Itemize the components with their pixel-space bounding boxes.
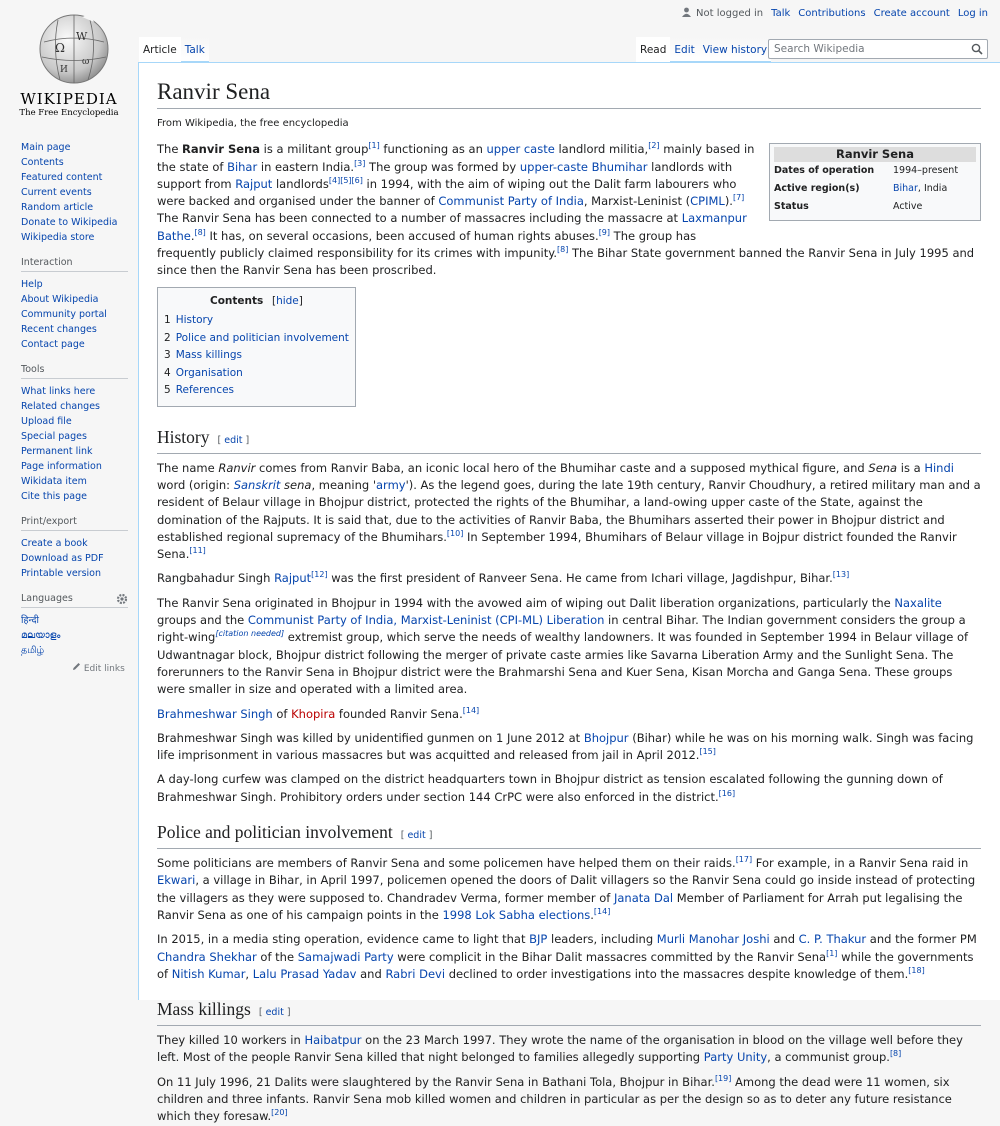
sidebar-nav-link[interactable]: Featured content [21,172,103,183]
sidebar-language-item [21,628,138,643]
sidebar-interaction [0,277,138,352]
toc-number: 5 [164,384,171,397]
link-sanskrit[interactable]: Sanskrit [233,477,281,492]
sidebar-tools-link[interactable]: Cite this page [21,491,87,502]
link-rajput[interactable]: Rajput [235,176,273,191]
link-cpiml-liberation[interactable]: Communist Party of India, Marxist-Leninist (CPI-ML) Liberation [247,613,605,628]
infobox-value-link[interactable]: Bihar [893,183,918,195]
not-logged-in [682,7,763,19]
toc-link[interactable]: Organisation [175,366,243,379]
link-party-unity[interactable]: Party Unity [703,1050,768,1065]
toc-number: 3 [164,349,171,362]
search-icon[interactable] [971,43,983,55]
sidebar-language-link[interactable]: മലയാളം [21,630,61,641]
section-title: Police and politician involvement [157,822,393,843]
toc-number: 1 [164,314,171,327]
toc-link[interactable]: References [175,384,235,397]
sidebar-tools-link[interactable]: Wikidata item [21,476,87,487]
sidebar-nav-item [21,215,138,230]
paragraph: The name Ranvir comes from Ranvir Baba, an iconic local hero of the Bhumihar caste and a supposed mythical figure, and Sena is a Hindi word (origin: Sanskrit sena, meaning 'army'). As the legend goes, during the late 19th century, Ranvir Choudhury, a retired military man and a resident of Belaur village in Bhojpur district, protected the rights of the Bhumihar, a land-owing upper caste of the State, against the domination of the Rajputs. It is said that, due to the activities of Ranvir Baba, the Bhumihars asserted their power in Bhojpur district and established regional supremacy of the Bhumihars.[10] In September 1994, Bhumihars of Belaur village in Bojpur district founded the Ranvir Sena.[11] [157,460,981,562]
link-janata-dal[interactable]: Janata Dal [613,890,674,905]
sidebar-interaction-link[interactable]: Recent changes [21,324,97,335]
svg-text:ω: ω [82,57,90,67]
toc-item[interactable] [164,347,349,365]
sidebar-nav-link[interactable]: Main page [21,142,71,153]
section-heading-mass-killings [157,998,981,1026]
sidebar-tools [0,384,138,504]
sidebar-nav-link[interactable]: Donate to Wikipedia [21,217,118,228]
toc-title [164,293,349,311]
link-lalu-prasad-yadav[interactable]: Lalu Prasad Yadav [252,966,357,981]
contributions-link[interactable]: Contributions [798,7,866,19]
sidebar-tools-link[interactable]: Upload file [21,416,72,427]
toc-list [164,312,349,400]
paragraph: On 11 July 1996, 21 Dalits were slaughtered by the Ranvir Sena in Bathani Tola, Bhojpur in Bihar.[19] Among the dead were 11 women, six children and three infants. Ranvir Sena mob killed women and children in particular as per the design so as to deter any future resistance which they foresaw.[20] [157,1073,952,1124]
link-samajwadi-party[interactable]: Samajwadi Party [297,949,394,964]
sidebar-interaction-link[interactable]: Contact page [21,339,85,350]
toc-hide-toggle[interactable]: [hide] [271,294,303,307]
search-input[interactable] [768,39,988,59]
sidebar-tools-item [21,384,138,399]
toc-link[interactable]: History [175,314,214,327]
infobox [769,143,981,221]
page-title: Ranvir Sena [157,77,981,109]
link-upper-caste[interactable]: upper caste [486,142,555,157]
puzzle-globe-icon [38,12,110,86]
toc-item[interactable] [164,382,349,400]
infobox-row [774,198,976,216]
toc-link[interactable]: Police and politician involvement [175,331,349,344]
search-placeholder: Search Wikipedia [774,43,865,55]
interaction-heading: Interaction [21,257,128,272]
link-cpi[interactable]: Communist Party of India [438,194,584,209]
link-haibatpur[interactable]: Haibatpur [304,1033,362,1048]
sidebar-tools-item [21,429,138,444]
link-murli-manohar-joshi[interactable]: Murli Manohar Joshi [656,932,770,947]
sidebar-interaction-item [21,292,138,307]
sidebar-print-item [21,536,138,551]
print-export-heading: Print/export [21,516,128,531]
toc-hide-link[interactable]: hide [276,294,299,307]
svg-text:W: W [76,30,88,43]
sidebar-interaction-item [21,277,138,292]
sidebar-nav-item [21,185,138,200]
sidebar-language-link[interactable]: தமிழ் [21,645,45,656]
paragraph: A day-long curfew was clamped on the district headquarters town in Bhojpur district as tension escalated following the gunning down of Brahmeshwar Singh. Prohibitory orders under section 144 CrPC were also enforced in the district.[16] [157,772,943,804]
sidebar-tools-item [21,489,138,504]
sidebar-tools-link[interactable]: Special pages [21,431,87,442]
tab-read[interactable]: Read [636,37,670,62]
sidebar-nav-item [21,140,138,155]
infobox-title: Ranvir Sena [774,147,976,162]
infobox-row [774,162,976,180]
site-subtitle: From Wikipedia, the free encyclopedia [157,118,349,129]
sidebar-print-export [0,536,138,581]
section-edit[interactable]: [ edit ] [217,434,250,446]
sidebar-nav-link[interactable]: Wikipedia store [21,232,95,243]
sidebar-nav-item [21,230,138,245]
infobox-value: Active [893,201,923,213]
tab-edit[interactable]: Edit [670,37,698,62]
talk-link[interactable]: Talk [771,7,791,19]
toc-item[interactable] [164,365,349,383]
tab-article[interactable]: Article [139,37,181,62]
link-laxmanpur-bathe[interactable]: Laxmanpur Bathe [157,211,747,243]
sidebar-navigation [0,140,138,245]
user-icon [682,7,691,17]
toc-heading: Contents [210,294,264,307]
sidebar [0,140,138,674]
table-of-contents [157,287,356,407]
personal-tools [682,7,988,19]
link-bjp[interactable]: BJP [529,932,548,947]
sidebar-nav-link[interactable]: Current events [21,187,92,198]
languages-heading [21,593,128,608]
link-nitish-kumar[interactable]: Nitish Kumar [171,966,246,981]
svg-text:Ω: Ω [55,41,65,55]
sidebar-interaction-item [21,322,138,337]
sidebar-tools-item [21,459,138,474]
sidebar-interaction-link[interactable]: Community portal [21,309,107,320]
infobox-value-rest: , India [917,183,948,195]
section-heading-history [157,426,981,454]
paragraph: The Ranvir Sena originated in Bhojpur in 1994 with the avowed aim of wiping out Dalit liberation organizations, particularly the Naxalite groups and the Communist Party of India, Marxist-Leninist (CPI-ML) Liberation in central Bihar. The Indian government considers the group a right-wing[citation needed] extremist group, which serve the needs of wealthy landowners. It was founded in September 1994 in Belaur village of Udwantnagar block, Bhojpur district following the merger of private caste armies like Savarna Liberation Army and the Sunlight Sena. The forerunners to the Ranvir Sena in Bhojpur district were the Brahmarshi Sena and Kuer Sena, Kisan Morcha and Ganga Sena. These groups were smaller in size and operated with a limited area. [157,595,969,697]
infobox-table [774,162,976,216]
sidebar-interaction-link[interactable]: Help [21,279,43,290]
link-1998-elections[interactable]: 1998 Lok Sabha elections [442,907,591,922]
sidebar-interaction-link[interactable]: About Wikipedia [21,294,99,305]
toc-item[interactable] [164,330,349,348]
create-account-link[interactable]: Create account [873,7,950,19]
gear-icon[interactable] [116,593,128,605]
toc-number: 4 [164,366,171,379]
article-content [138,62,1000,1124]
sidebar-language-item [21,643,138,658]
section-edit-link[interactable]: edit [265,1007,284,1019]
link-brahmeshwar-singh[interactable]: Brahmeshwar Singh [157,706,273,721]
section-edit[interactable]: [ edit ] [400,830,433,842]
wikipedia-logo[interactable] [0,0,138,130]
paragraph: In 2015, in a media sting operation, evidence came to light that BJP leaders, including Murli Manohar Joshi and C. P. Thakur and the former PM Chandra Shekhar of the Samajwadi Party were complicit in the Bihar Dalit massacres committed by the Ranvir Sena[1] while the governments of Nitish Kumar, Lalu Prasad Yadav and Rabri Devi declined to order investigations into the massacres despite knowledge of them.[18] [157,932,977,981]
link-bihar[interactable]: Bihar [227,159,258,174]
sidebar-print-link[interactable]: Printable version [21,568,102,579]
link-upper-caste-bhumihar[interactable]: upper-caste Bhumihar [519,159,648,174]
section-edit-link[interactable]: edit [407,830,426,842]
edit-links-label: Edit links [83,664,125,674]
sidebar-tools-link[interactable]: Page information [21,461,102,472]
login-link[interactable]: Log in [957,7,988,19]
sidebar-tools-link[interactable]: What links here [21,386,96,397]
pencil-icon [72,662,81,671]
sidebar-print-item [21,551,138,566]
edit-links[interactable] [0,662,138,674]
link-rabri-devi[interactable]: Rabri Devi [385,966,446,981]
sidebar-tools-item [21,474,138,489]
view-tabs [636,37,771,62]
toc-item[interactable] [164,312,349,330]
namespace-tabs [139,37,209,62]
tools-heading: Tools [21,364,128,379]
link-cp-thakur[interactable]: C. P. Thakur [798,932,867,947]
tab-talk[interactable]: Talk [181,37,209,62]
sidebar-language-item [21,613,138,628]
sidebar-tools-link[interactable]: Permanent link [21,446,93,457]
sidebar-print-link[interactable]: Download as PDF [21,553,104,564]
sidebar-tools-item [21,399,138,414]
sidebar-nav-link[interactable]: Random article [21,202,94,213]
infobox-value: 1994–present [893,165,959,177]
infobox-row [774,180,976,198]
sidebar-tools-item [21,444,138,459]
svg-text:И: И [60,65,68,75]
tab-view-history[interactable]: View history [699,37,771,62]
toc-link[interactable]: Mass killings [175,349,242,362]
sidebar-tools-link[interactable]: Related changes [21,401,101,412]
sidebar-nav-item [21,155,138,170]
infobox-value [893,180,976,198]
infobox-label: Status [774,201,809,213]
link-chandra-shekhar[interactable]: Chandra Shekhar [157,949,257,964]
link-bhojpur[interactable]: Bhojpur [583,730,629,745]
tagline: The Free Encyclopedia [19,108,119,118]
sidebar-tools-item [21,414,138,429]
section-edit-link[interactable]: edit [224,434,243,446]
section-edit[interactable]: [ edit ] [258,1007,291,1019]
link-rajput[interactable]: Rajput [274,571,312,586]
toc-number: 2 [164,331,171,344]
paragraph: Rangbahadur Singh Rajput[12] was the first president of Ranveer Sena. He came from Ichari village, Jagdishpur, Bihar.[13] [157,570,850,586]
link-army[interactable]: army [376,477,406,492]
link-naxalite[interactable]: Naxalite [894,595,942,610]
sidebar-nav-link[interactable]: Contents [21,157,64,168]
sidebar-print-item [21,566,138,581]
not-logged-in-label: Not logged in [696,8,764,19]
sidebar-language-link[interactable]: हिन्दी [21,615,39,626]
paragraph: Some politicians are members of Ranvir Sena and some policemen have helped them on their raids.[17] For example, in a Ranvir Sena raid in Ekwari, a village in Bihar, in April 1997, policemen opened the doors of Dalit villagers so the Ranvir Sena could go inside instead of protecting the villagers as they were supposed to. Chandradev Verma, former member of Janata Dal Member of Parliament for Arrah put legalising the Ranvir Sena as one of his campaign points in the 1998 Lok Sabha elections.[14] [157,855,976,922]
infobox-label: Dates of operation [774,165,875,177]
wordmark: WIKIPEDIA [20,90,118,108]
sidebar-nav-item [21,170,138,185]
sidebar-print-link[interactable]: Create a book [21,538,88,549]
sidebar-interaction-item [21,307,138,322]
paragraph: Brahmeshwar Singh was killed by unidentified gunmen on 1 June 2012 at Bhojpur (Bihar) while he was on his morning walk. Singh was facing life imprisonment in various massacres but was acquitted and released from jail in April 2012.[15] [157,730,974,763]
section-title: History [157,426,210,447]
paragraph: Brahmeshwar Singh of Khopira founded Ranvir Sena.[14] [157,705,480,721]
sidebar-interaction-item [21,337,138,352]
sidebar-languages [0,613,138,658]
infobox-label: Active region(s) [774,183,860,195]
link-cpiml[interactable]: CPIML [690,194,725,209]
section-heading-police [157,821,981,849]
paragraph: They killed 10 workers in Haibatpur on the 23 March 1997. They wrote the name of the organisation in blood on the village well before they left. Most of the people Ranvir Sena killed that night belonged to families allegedly supporting Party Unity, a communist group.[8] [157,1033,963,1065]
link-khopira[interactable]: Khopira [291,706,336,721]
link-hindi[interactable]: Hindi [924,460,954,475]
link-ekwari[interactable]: Ekwari [157,873,196,888]
lead-paragraph: The Ranvir Sena is a militant group[1] functioning as an upper caste landlord militia,[2] mainly based in the state of Bihar in eastern India.[3] The group was formed by upper-caste Bhumihar landlords with support from Rajput landlords[4][5][6] in 1994, with the aim of wiping out the Dalit farm labourers who were backed and organised under the banner of Communist Party of India, Marxist-Leninist (CPIML).[7] The Ranvir Sena has been connected to a number of massacres including the massacre at Laxmanpur Bathe.[8] It has, on several occasions, been accused of human rights abuses.[9] The group has frequently publicly claimed responsibility for its crimes with impunity.[8] The Bihar State government banned the Ranvir Sena in July 1995 and since then the Ranvir Sena has been proscribed. [157,141,975,278]
sidebar-nav-item [21,200,138,215]
languages-heading-label: Languages [21,593,73,604]
section-title: Mass killings [157,999,251,1020]
